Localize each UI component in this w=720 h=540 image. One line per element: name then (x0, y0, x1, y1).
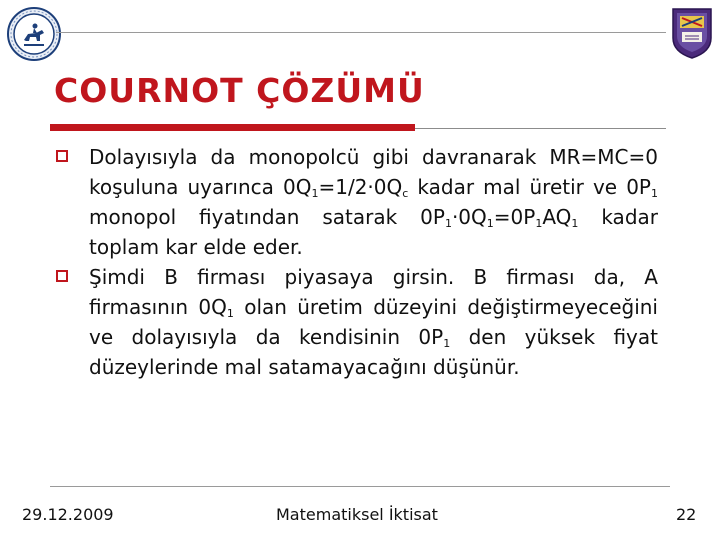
footer-rule (50, 486, 670, 487)
bullet-item (54, 142, 658, 262)
title-accent-bar (50, 124, 415, 131)
subscript: c (402, 187, 409, 200)
subscript: 1 (486, 217, 494, 230)
bullet-square-icon (56, 150, 68, 162)
subscript: 1 (444, 217, 452, 230)
university-seal-icon (6, 6, 62, 62)
subscript: 1 (571, 217, 579, 230)
crest-shield-icon (670, 6, 714, 60)
subscript: 1 (443, 337, 451, 350)
bullet-square-icon (56, 270, 68, 282)
subscript: 1 (535, 217, 543, 230)
header-rule (56, 32, 666, 33)
footer-course: Matematiksel İktisat (276, 505, 438, 524)
bullet-item (54, 262, 658, 382)
subscript: 1 (650, 187, 658, 200)
footer-date: 29.12.2009 (22, 505, 114, 524)
slide-title: COURNOT ÇÖZÜMÜ (54, 71, 425, 110)
page-number: 22 (676, 505, 697, 524)
subscript: 1 (311, 187, 319, 200)
bullet-text: Dolayısıyla da monopolcü gibi davranarak MR=MC=0 koşuluna uyarınca $0Q_1=1/2\cdot 0Q_c$ kadar mal üretir ve $0P_1$ monopol fiyatından satarak $0P_1\cdot 0Q_1=0P_1AQ_1$ kadar toplam kar elde eder. (89, 145, 658, 259)
slide-content (54, 142, 658, 382)
subscript: 1 (226, 307, 234, 320)
bullet-text: Şimdi B firması piyasaya girsin. B firması da, A firmasının $0Q_1$ olan üretim düzeyini değiştirmeyeceğini ve dolayısıyla da kendisinin $0P_1$ den yüksek fiyat düzeylerinde mal satamayacağını düşünür. (89, 265, 658, 379)
